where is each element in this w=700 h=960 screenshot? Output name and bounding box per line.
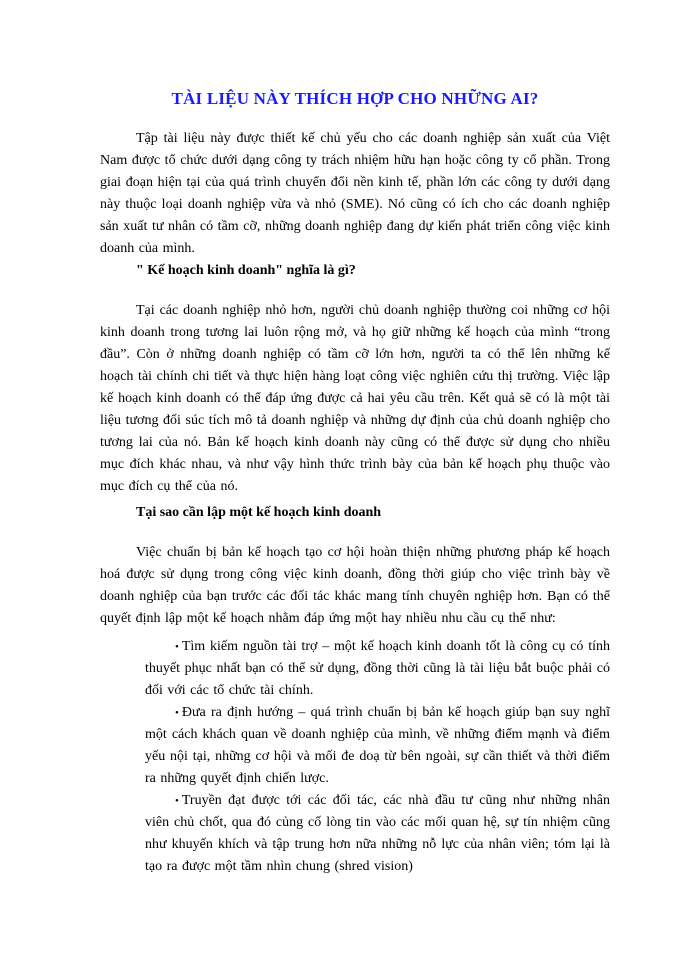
bullet-text: Truyền đạt được tới các đối tác, các nhà đầu tư cũng như những nhân viên chủ chốt, qua đó củng cố lòng tin vào các mối quan hệ, sự tín nhiệm cũng như khuyến khích và tập trung hơn nữa những nỗ lực của nhân viên; tóm lại là tạo ra được một tầm nhìn chung (shred vision): [145, 793, 610, 874]
intro-paragraph: Tập tài liệu này được thiết kế chủ yếu cho các doanh nghiệp sản xuất của Việt Nam được tổ chức dưới dạng công ty trách nhiệm hữu hạn hoặc công ty cổ phần. Trong giai đoạn hiện tại của quá trình chuyển đổi nền kinh tế, phần lớn các công ty dưới dạng này thuộc loại doanh nghiệp vừa và nhỏ (SME). Nó cũng có ích cho các doanh nghiệp sản xuất tư nhân có tầm cỡ, những doanh nghiệp đang dự kiến phát triển công việc kinh doanh của mình.: [100, 131, 610, 256]
bullet-icon: •: [175, 795, 179, 807]
bullet-item-communication: [145, 790, 610, 878]
bullet-icon: •: [175, 707, 179, 719]
document-title: TÀI LIỆU NÀY THÍCH HỢP CHO NHỮNG AI?: [171, 89, 539, 108]
business-plan-meaning-paragraph: Tại các doanh nghiệp nhỏ hơn, người chủ doanh nghiệp thường coi những cơ hội kinh doanh trong tương lai luôn rộng mở, và họ giữ những kế hoạch của mình “trong đầu”. Còn ở những doanh nghiệp có tầm cỡ lớn hơn, người ta có thể lên những kế hoạch tài chính chi tiết và thực hiện hàng loạt công việc nghiên cứu thị trường. Việc lập kế hoạch kinh doanh có thể đáp ứng được cả hai yêu cầu trên. Kết quả sẽ có là một tài liệu tương đối súc tích mô tả doanh nghiệp và những dự định của chủ doanh nghiệp cho tương lai của nó. Bản kế hoạch kinh doanh này cũng có thể được sử dụng cho nhiều mục đích khác nhau, và như vậy hình thức trình bày của bản kế hoạch phụ thuộc vào mục đích cụ thể của nó.: [100, 303, 610, 494]
bullet-icon: •: [175, 641, 179, 653]
section-heading-why-plan: Tại sao cần lập một kế hoạch kinh doanh: [136, 505, 382, 520]
bullet-text: Đưa ra định hướng – quá trình chuẩn bị bản kế hoạch giúp bạn suy nghĩ một cách khách quan về doanh nghiệp của mình, về những điểm mạnh và điểm yếu nội tại, những cơ hội và mối đe doạ từ bên ngoài, sự cần thiết và thời điểm ra những quyết định chiến lược.: [145, 705, 610, 786]
bullet-item-funding: [145, 636, 610, 702]
bullet-item-direction: [145, 702, 610, 790]
bullet-text: Tìm kiếm nguồn tài trợ – một kế hoạch kinh doanh tốt là công cụ có tính thuyết phục nhất bạn có thể sử dụng, đồng thời cũng là tài liệu bắt buộc phải có đối với các tổ chức tài chính.: [145, 639, 610, 698]
why-plan-paragraph: Việc chuẩn bị bản kế hoạch tạo cơ hội hoàn thiện những phương pháp kế hoạch hoá được sử dụng trong công việc kinh doanh, đồng thời giúp cho việc trình bày về doanh nghiệp của bạn trước các đối tác khác mang tính chuyên nghiệp hơn. Bạn có thể quyết định lập một kế hoạch nhằm đáp ứng một hay nhiều nhu cầu cụ thể như:: [100, 545, 610, 626]
section-heading-business-plan-meaning: " Kế hoạch kinh doanh" nghĩa là gì?: [136, 263, 356, 278]
